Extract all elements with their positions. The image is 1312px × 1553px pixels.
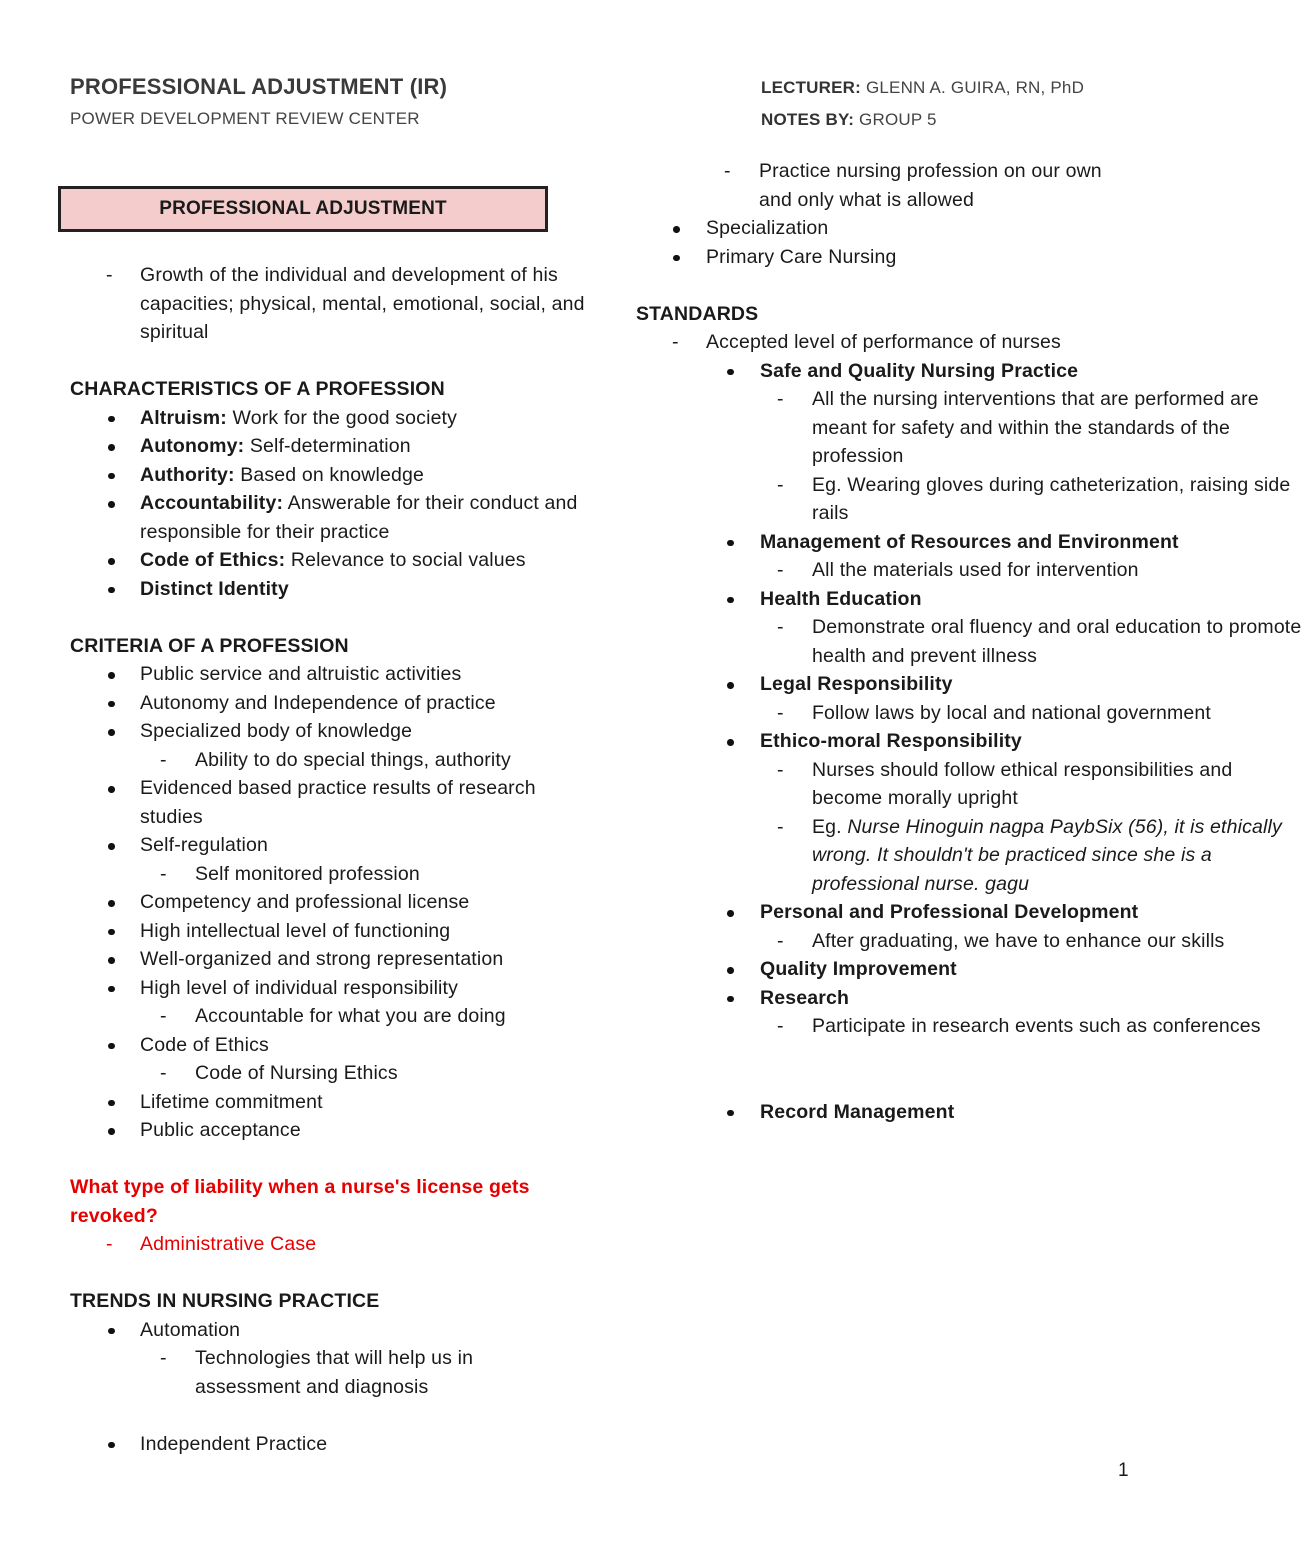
term: Code of Ethics: <box>140 549 286 571</box>
standard-item <box>636 955 1156 984</box>
list-item <box>636 214 1156 243</box>
bullet-icon <box>108 1316 118 1344</box>
term-desc: Based on knowledge <box>240 463 424 486</box>
term: Altruism: <box>140 406 227 429</box>
bullet-icon <box>108 717 118 745</box>
bullet-icon <box>108 974 118 1002</box>
dash-marker: - <box>160 862 167 885</box>
sub-item <box>636 556 1242 585</box>
dash-marker: - <box>160 1347 167 1369</box>
item-text: Accountable for what you are doing <box>195 1005 506 1027</box>
item-text: Evidenced based practice results of research studies <box>140 777 536 828</box>
page-number: 1 <box>1118 1460 1129 1481</box>
bullet-icon <box>108 404 118 432</box>
item-text: Record Management <box>760 1100 955 1123</box>
bullet-icon <box>108 1088 118 1116</box>
sub-item <box>636 157 1129 214</box>
standard-item <box>636 984 1156 1013</box>
example-text: Nurse Hinoguin nagpa PaybSix (56), it is ethically wrong. It shouldn't be practiced since she is a professional nurse. gagu <box>812 815 1282 895</box>
list-item <box>70 432 590 461</box>
list-item <box>70 461 590 490</box>
sub-item <box>70 1002 590 1031</box>
list-item <box>70 974 590 1003</box>
item-text: Lifetime commitment <box>140 1090 323 1113</box>
list-item <box>70 489 590 546</box>
dash-marker: - <box>777 815 784 838</box>
definition-text: Growth of the individual and development of his capacities; physical, mental, emotional, social, and spiritual <box>140 264 585 343</box>
item-text: Automation <box>140 1318 241 1341</box>
bullet-icon <box>727 528 737 556</box>
dash-marker: - <box>777 758 784 781</box>
sub-item <box>636 813 1298 899</box>
lecturer-name: GLENN A. GUIRA, RN, PhD <box>865 78 1085 97</box>
list-item <box>70 917 590 946</box>
bullet-icon <box>727 585 737 613</box>
left-column <box>70 186 590 1458</box>
sub-item <box>636 699 1312 728</box>
item-text: High intellectual level of functioning <box>140 919 451 942</box>
header-meta <box>761 78 1084 130</box>
dash-marker: - <box>724 160 731 182</box>
dash-marker: - <box>160 1062 167 1084</box>
list-item <box>70 546 590 575</box>
section-title-box: PROFESSIONAL ADJUSTMENT <box>58 186 548 232</box>
list-item <box>70 404 590 433</box>
bullet-icon <box>108 1031 118 1059</box>
bullet-icon <box>108 432 118 460</box>
lecturer-line <box>761 78 1084 98</box>
bullet-icon <box>108 461 118 489</box>
list-item <box>70 1430 590 1459</box>
item-text: Demonstrate oral fluency and oral education to promote health and prevent illness <box>812 616 1302 667</box>
sub-item <box>636 756 1274 813</box>
sub-item <box>636 1012 1292 1041</box>
bullet-icon <box>727 727 737 755</box>
item-text: Specialized body of knowledge <box>140 720 413 742</box>
item-text: Nurses should follow ethical responsibilities and become morally upright <box>812 758 1233 809</box>
item-text: Health Education <box>760 587 922 610</box>
item-text: Ethico-moral Responsibility <box>760 730 1022 752</box>
list-item <box>70 945 590 974</box>
bullet-icon <box>727 1098 737 1126</box>
item-text: Code of Ethics <box>140 1033 269 1056</box>
item-text: Safe and Quality Nursing Practice <box>760 359 1079 382</box>
standard-item <box>636 670 1156 699</box>
item-text: Eg. Wearing gloves during catheterization, raising side rails <box>812 473 1291 524</box>
standard-item <box>636 357 1156 386</box>
sub-item <box>636 927 1274 956</box>
item-text: Competency and professional license <box>140 891 470 913</box>
document-subtitle: POWER DEVELOPMENT REVIEW CENTER <box>70 109 420 128</box>
characteristics-heading: CHARACTERISTICS OF A PROFESSION <box>70 378 445 400</box>
list-item <box>70 575 590 604</box>
standards-heading: STANDARDS <box>636 302 759 325</box>
item-text: Technologies that will help us in assessment and diagnosis <box>195 1347 474 1398</box>
term: Accountability: <box>140 492 284 514</box>
answer-text: Administrative Case <box>140 1233 317 1255</box>
standard-item <box>636 585 1156 614</box>
dash-marker: - <box>777 1015 784 1037</box>
notes-label: NOTES BY: <box>761 110 855 129</box>
list-item <box>636 243 1156 272</box>
item-text: Public acceptance <box>140 1119 301 1141</box>
item-text: Participate in research events such as conferences <box>812 1015 1261 1037</box>
bullet-icon <box>108 689 118 717</box>
item-text: Primary Care Nursing <box>706 245 897 268</box>
item-text: Well-organized and strong representation <box>140 948 504 970</box>
bullet-icon <box>727 357 737 385</box>
item-text: Personal and Professional Development <box>760 901 1139 923</box>
list-item <box>70 831 590 860</box>
item-text: Self monitored profession <box>195 862 420 885</box>
lecturer-label: LECTURER: <box>761 78 862 97</box>
term: Distinct Identity <box>140 577 289 600</box>
dash-marker: - <box>777 701 784 724</box>
item-text: Code of Nursing Ethics <box>195 1062 398 1084</box>
bullet-icon <box>727 984 737 1012</box>
bullet-icon <box>108 660 118 688</box>
list-item <box>70 774 590 831</box>
list-item <box>70 689 590 718</box>
sub-item <box>70 1344 515 1401</box>
list-item <box>70 888 590 917</box>
sub-item <box>636 471 1304 528</box>
item-text: Eg. <box>812 815 842 838</box>
bullet-icon <box>108 489 118 517</box>
dash-marker: - <box>160 748 167 771</box>
document-title: PROFESSIONAL ADJUSTMENT (IR) <box>70 74 448 99</box>
list-item <box>70 1088 590 1117</box>
answer-item <box>70 1230 590 1259</box>
question-text: What type of liability when a nurse's license gets revoked? <box>70 1176 530 1227</box>
bullet-icon <box>108 1430 118 1458</box>
dash-marker: - <box>777 388 784 410</box>
bullet-icon <box>108 546 118 574</box>
item-text: Quality Improvement <box>760 958 957 980</box>
sub-item <box>636 385 1304 471</box>
item-text: High level of individual responsibility <box>140 976 459 999</box>
item-text: All the nursing interventions that are performed are meant for safety and within the standards of the profession <box>812 388 1259 467</box>
list-item <box>70 1316 590 1345</box>
definition-item <box>70 261 590 347</box>
sub-item <box>70 746 590 775</box>
dash-marker: - <box>160 1005 167 1027</box>
bullet-icon <box>108 917 118 945</box>
bullet-icon <box>727 955 737 983</box>
dash-marker: - <box>777 559 784 581</box>
notes-by: GROUP 5 <box>859 110 937 129</box>
sub-item <box>70 1059 590 1088</box>
bullet-icon <box>727 670 737 698</box>
item-text: Independent Practice <box>140 1432 328 1455</box>
criteria-heading: CRITERIA OF A PROFESSION <box>70 634 349 657</box>
bullet-icon <box>108 945 118 973</box>
sub-item <box>636 613 1304 670</box>
standard-item <box>636 727 1156 756</box>
item-text: After graduating, we have to enhance our skills <box>812 929 1225 952</box>
notes-line <box>761 110 1084 130</box>
bullet-icon <box>108 774 118 802</box>
item-text: Public service and altruistic activities <box>140 663 462 685</box>
term-desc: Relevance to social values <box>290 549 526 571</box>
sub-item <box>70 860 590 889</box>
item-text: All the materials used for intervention <box>812 559 1139 581</box>
standard-item <box>636 1098 1156 1127</box>
dash-marker: - <box>672 331 679 353</box>
item-text: Legal Responsibility <box>760 673 953 695</box>
bullet-icon <box>727 898 737 926</box>
bullet-icon <box>108 888 118 916</box>
list-item <box>70 1116 590 1145</box>
bullet-icon <box>673 214 683 242</box>
item-text: Ability to do special things, authority <box>195 748 511 771</box>
item-text: Specialization <box>706 217 829 239</box>
term: Autonomy: <box>140 435 245 457</box>
bullet-icon <box>673 243 683 271</box>
list-item <box>70 660 590 689</box>
list-item <box>70 1031 590 1060</box>
bullet-icon <box>108 831 118 859</box>
trends-heading: TRENDS IN NURSING PRACTICE <box>70 1290 380 1312</box>
dash-marker: - <box>777 473 784 496</box>
item-text: Accepted level of performance of nurses <box>706 331 1061 353</box>
term: Authority: <box>140 463 235 486</box>
dash-marker: - <box>777 616 784 638</box>
standard-item <box>636 528 1220 557</box>
item-text: Follow laws by local and national government <box>812 701 1211 724</box>
item-text: Self-regulation <box>140 834 268 856</box>
document-header <box>70 74 447 129</box>
item-text: Autonomy and Independence of practice <box>140 691 496 714</box>
bullet-icon <box>108 575 118 603</box>
dash-marker: - <box>777 929 784 952</box>
standard-item <box>636 898 1180 927</box>
dash-marker: - <box>106 1233 113 1255</box>
bullet-icon <box>108 1116 118 1144</box>
dash-marker: - <box>106 264 113 286</box>
term-desc: Work for the good society <box>232 406 458 429</box>
term-desc: Answerable for their conduct and responsible for their practice <box>140 492 578 543</box>
item-text: Management of Resources and Environment <box>760 530 1179 553</box>
item-text: Practice nursing profession on our own and only what is allowed <box>759 160 1102 211</box>
item-text: Research <box>760 986 850 1009</box>
right-column <box>636 157 1302 1126</box>
list-item <box>70 717 590 746</box>
term-desc: Self-determination <box>249 435 411 457</box>
definition-item <box>636 328 1156 357</box>
